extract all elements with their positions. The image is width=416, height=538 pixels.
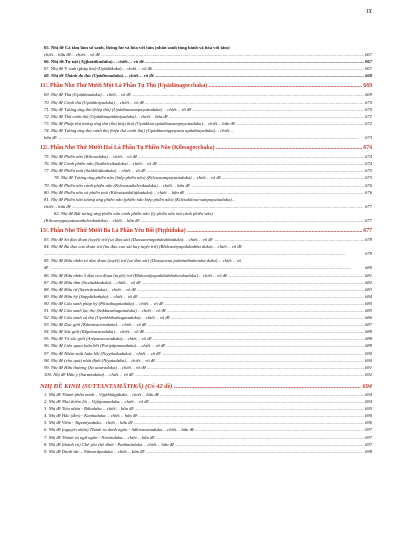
toc-page-number: 672 [365, 120, 372, 126]
toc-entry-title: 71. Nhị đề Tương ưng thủ (hiệp thủ) (Upādānasampayuttaduka)… chiết… vô đề ..... [44, 107, 372, 112]
toc-entry-title: 80. Nhị đề Phiền não và phiền toái (Kilesasaṅkiliṭṭhaduka)… chiết… hữu đề ..... [44, 190, 372, 195]
toc-entry-title: 5. Nhị đề Viêm - Tapanīyaduka… chiết… hữu đề ..... [44, 420, 372, 425]
toc-entry-title: 13/. Phần Nhỏ Thứ Mười Ba Là Phần Yêu Bối (Piṭṭhiduka) ..... [40, 228, 372, 234]
toc-entry-title: 72. Nhị đề Thủ cảnh thủ (Upādānupādāniyaduka)… chiết… hữu đề ..... [44, 114, 372, 119]
toc-entry-title: 99. Nhị đề Hữu thượng (Sa uttaraduka)… chiết… vô đề ..... [44, 365, 372, 370]
toc-page-number: 695 [365, 406, 372, 412]
toc-entry [40, 250, 372, 257]
toc-entry [40, 203, 372, 210]
toc-entry [40, 293, 372, 300]
toc-entry-title: 82. Nhị đề Bất tương ưng phiền não cảnh phiền não (ly phiền não mà cảnh phiền não) [54, 210, 213, 216]
toc-page-number: 674 [363, 145, 372, 152]
toc-page-number: 689 [365, 343, 372, 349]
toc-entry-title: 3. Nhị đề Tiểu nhân - Bāladuka… chiết… hữu đề ..... [44, 406, 372, 411]
toc-entry-title: 12/. Phần Nhỏ Thứ Mười Hai Là Phần Tụ Phiền Não (Kilesagocchaka) ..... [40, 145, 372, 151]
toc-page-number: 680 [365, 265, 372, 271]
toc-page-number: 692 [365, 371, 372, 377]
toc-page-number: 682 [365, 279, 372, 285]
toc-page-number: 668 [365, 73, 372, 79]
toc-entry [40, 307, 372, 314]
toc-entry-title: 92. Nhị đề Câu sanh xả thọ (Upekkhāsahagataduka)… chiết… vô đề ..... [44, 315, 372, 320]
toc-page-number: 676 [365, 182, 372, 188]
toc-entry [40, 72, 372, 79]
toc-page-number: 684 [365, 293, 372, 299]
toc-entry [40, 134, 372, 141]
toc-page-number: 696 [365, 420, 372, 426]
toc-entry-title: 74. Nhị đề Tương ưng thủ cảnh thủ (hiệp thủ cảnh thủ) (Upādānavippayutta upādāniyaduka)… chiết… [44, 127, 234, 133]
toc-entry [40, 448, 372, 455]
toc-entry-title: 86. Nhị đề Hữu nhân 3 đạo cao đoạn (tuyệt) trừ (Bhāvanāyapahātabbahetukaduka)… chiết… vô đề ..... [44, 273, 372, 278]
toc-entry [40, 272, 372, 279]
toc-entry-title: 85. Nhị đề Hữu nhân sơ đạo đoạn (tuyệt) trừ (sơ đạo sát) (Dassanena pahātabbahetuka-duka)… chiết… vô [44, 258, 242, 264]
toc-entry-title: 76. Nhị đề Cảnh phiền não (Saṅkilesikaduka)… chiết… vô đề ..... [44, 161, 372, 166]
toc-entry-title: hữu đề ..... [44, 135, 359, 140]
toc-entry-title: 81. Nhị đề Phiền não tương ưng phiền não (phiền não hiệp phiền não) (Kilesakilesa-sampayuttaduka)… [44, 196, 236, 202]
toc-entry-title: 89. Nhị đề Hữu hỷ (Sappītikaduka)… chiết… vô đề ..... [44, 294, 372, 299]
toc-page-number: 697 [365, 441, 372, 447]
toc-entry-title: 68. Nhị đề Thành do thủ (Upādinnaduka)… chiết… vô đề ..... [44, 73, 372, 78]
toc-entry [40, 300, 372, 307]
toc-entry [40, 426, 372, 433]
toc-page-number: 670 [365, 106, 372, 112]
toc-page-number: 683 [365, 286, 372, 292]
toc-page-number: 694 [362, 382, 372, 390]
toc-entry [40, 51, 372, 58]
toc-entry-title: 66. Nhị đề Tự nội (Ajjhattikaduka)… chiết… vô đề ..... [44, 59, 372, 64]
table-of-contents [40, 44, 372, 455]
toc-entry-title: 79. Nhị đề Phiền não cảnh phiền não (Kilesasaṅkilesikaduka)… chiết… hữu đề ..... [44, 183, 372, 188]
toc-page-number: 681 [365, 272, 372, 278]
toc-entry [40, 44, 372, 51]
toc-entry [40, 58, 372, 65]
toc-entry-title: 97. Nhị đề Nhân xuất luân hồi (Niyyānikaduka)… chiết… vô đề ..... [44, 351, 372, 356]
toc-page-number: 698 [365, 448, 372, 454]
toc-entry [40, 350, 372, 357]
toc-entry [40, 279, 372, 286]
toc-entry [40, 167, 372, 174]
toc-entry [40, 91, 372, 98]
toc-entry [40, 210, 372, 217]
toc-entry [40, 99, 372, 106]
toc-page-number: 678 [365, 237, 372, 243]
toc-page-number: 677 [365, 203, 372, 209]
toc-entry [40, 398, 372, 405]
toc-entry [40, 371, 372, 378]
toc-entry-title: 88. Nhị đề Hữu tứ (Savicāraduka)… chiết… vô đề ..... [44, 287, 372, 292]
toc-page-number: 673 [365, 135, 372, 141]
toc-entry-title: 73. Nhị đề Pháp thủ tương ưng thủ (thủ hiệp thủ) (Upādāna upādānasampayuttaduka)… chiết… hữu đề ..... [44, 121, 372, 126]
toc-entry-title: chiết… hữu đề… chiết… vô đề ..... [44, 52, 372, 57]
toc-entry-title: 93. Nhị đề Dục giới (Kāmāvacaraduka)… chiết… vô đề ..... [44, 322, 372, 327]
toc-page-number: 690 [365, 350, 372, 356]
toc-entry-title: 67. Nhị đề Y sinh (phập thủ) (Upādāduka)… chiết… vô đề ..... [44, 66, 372, 71]
toc-entry [40, 257, 372, 264]
toc-page-number: 675 [365, 175, 372, 181]
page-number: IX [366, 9, 372, 15]
toc-entry [40, 153, 372, 160]
toc-entry-title: 98. Nhị đề (cho quả) nhất định (Niyataduka)… chiết… vô đề ..... [44, 358, 372, 363]
toc-section-heading [40, 82, 372, 91]
toc-page-number: 685 [365, 308, 372, 313]
toc-entry [40, 160, 372, 167]
toc-entry-title: đề ..... [44, 265, 350, 270]
toc-page-number: 690 [365, 357, 372, 363]
toc-page-number: 696 [365, 413, 372, 419]
toc-page-number: 670 [365, 99, 372, 105]
toc-page-number: 686 [365, 315, 372, 321]
toc-entry [40, 217, 372, 224]
toc-entry-title: 77. Nhị đề Phiền toái (Saṅkiliṭṭhaduka)… chiết… vô đề ..... [44, 168, 372, 173]
toc-entry [40, 196, 372, 203]
toc-page-number: 677 [365, 217, 372, 223]
toc-entry [40, 106, 372, 113]
toc-entry [40, 357, 372, 364]
toc-entry [40, 405, 372, 412]
toc-page-number: 688 [365, 329, 372, 335]
toc-page-number: 694 [365, 399, 372, 405]
toc-entry-title: 83. Nhị đề Sơ đạo đoạn (tuyệt) trừ (sơ đạo sát) (Dassanenapahātabbaduka)… chiết… vô đề ..... [44, 237, 372, 242]
toc-page-number: 697 [365, 427, 372, 433]
toc-page-number: 679 [365, 251, 372, 257]
toc-entry-title: 94. Nhị đề Sắc giới (Rūpāvacaraduka)… chiết… vô đề ..... [44, 329, 372, 334]
toc-entry-title: 95. Nhị đề Vô sắc giới (Arūpavacaraduka)… chiết… vô đề ..... [44, 336, 372, 341]
toc-page-number: 674 [365, 161, 372, 167]
toc-entry [40, 264, 372, 271]
toc-page-number: 694 [365, 391, 372, 397]
toc-entry [40, 328, 372, 335]
toc-entry [40, 335, 372, 342]
toc-entry [40, 182, 372, 189]
toc-entry-title: 78. Nhị đề Tương ưng phiền não (hiệp phiền não) (Kilesasampayuttaduka)… chiết… vô đề ..... [54, 175, 372, 180]
toc-section-heading [40, 144, 372, 153]
toc-entry [40, 364, 372, 371]
toc-entry-title [44, 251, 345, 256]
toc-page-number: 691 [365, 364, 372, 370]
toc-entry [40, 236, 372, 243]
toc-entry-title: 100. Nhị đề Hữu y (Saraṇaduka)… chiết… vô đề ..... [44, 372, 372, 377]
toc-entry-title: chiết… hữu đề ..... [44, 204, 372, 209]
toc-entry [40, 391, 372, 398]
toc-entry [40, 189, 372, 196]
toc-entry [40, 321, 372, 328]
toc-entry-title: 75. Nhị đề Phiền não (Kilesaduka)… chiết… vô đề ..... [44, 154, 372, 159]
toc-section-heading [40, 227, 372, 236]
toc-page-number: 687 [365, 322, 372, 328]
toc-page-number: 667 [365, 59, 372, 65]
toc-page-number: 667 [365, 66, 372, 72]
toc-entry-title: NHỊ ĐỀ KINH (SUTTANTAMĀTIKĀ) (Có 42 đề) ..... [40, 383, 372, 390]
toc-entry-title: 2. Nhị đề Như thiểm lôi – Vijjūpamaduka… chiết… vô đề ..... [44, 399, 372, 404]
toc-entry-title: 8. Nhị đề (thành ra) Chế yếu chế định - Paññattiduka… chiết… hữu đề ..... [44, 442, 372, 447]
toc-entry-title: 7. Nhị đề Thành ra ngữ ngôn - Niruttiduka… chiết… hữu đề ..... [44, 435, 372, 440]
toc-entry [40, 65, 372, 72]
toc-entry [40, 127, 372, 134]
toc-entry-title: 84. Nhị đề Ba đạo cao đoạn trừ (ba đạo cao sát hay tuyệt trừ) (Bhāvanāyapahātabba duka)… chiết… vô đề [44, 244, 242, 250]
toc-entry-title: 65. Nhị đề Cả tâm làm sở sanh, thông hư và hòa với tâm (nhân sanh tùng hành và hòa với tâm) [44, 45, 230, 50]
toc-page-number: 674 [365, 154, 372, 160]
toc-section-heading [40, 382, 372, 391]
toc-page-number: 667 [365, 52, 372, 58]
toc-entry [40, 243, 372, 250]
toc-entry-title: 6. Nhị đề (nguyên nhân) Thành ra danh ngôn - Adhivacanaduka… chiết… hữu đề ..... [44, 427, 372, 432]
toc-entry-title: 69. Nhị đề Thủ (Upādānaduka)… chiết… vô đề ..... [44, 92, 372, 97]
toc-entry-title: 87. Nhị đề Hữu tầm (Savitakkaduka)… chiết… vô đề ..... [44, 280, 372, 285]
toc-entry [40, 412, 372, 419]
toc-page-number: 677 [363, 228, 372, 235]
toc-page-number: 676 [365, 189, 372, 195]
toc-entry-title: 91. Nhị đề Câu sanh lạc thọ (Sukhasahagataduka)… chiết… vô đề ..... [44, 308, 372, 313]
toc-page-number: 669 [365, 92, 372, 98]
toc-page-number: 697 [365, 434, 372, 440]
toc-entry-title: 1. Nhị đề Thành phần minh – Vijjābhāgīduka… chiết… hữu đề ..... [44, 392, 372, 397]
toc-entry [40, 419, 372, 426]
toc-entry [40, 314, 372, 321]
toc-entry [40, 342, 372, 349]
toc-entry [40, 113, 372, 120]
toc-entry [40, 434, 372, 441]
toc-page-number: 685 [365, 300, 372, 306]
toc-page-number: 675 [365, 168, 372, 174]
toc-entry-title: 90. Nhị đề Câu sanh pháp hỷ (Pītisahagataduka)… chiết… vô đề ..... [44, 301, 372, 306]
toc-entry-title: 9. Nhị đề Danh sắc – Nāmarūpaduka… chiết… hữu đề ..... [44, 449, 372, 454]
toc-entry [40, 174, 372, 181]
toc-entry [40, 120, 372, 127]
toc-entry-title: 11/. Phần Nhỏ Thứ Mười Một Là Phần Tụ Thủ (Upādānagocchaka) ..... [40, 83, 372, 89]
toc-entry-title: 4. Nhị đề Hắc (đen) - Kaṇhaduka… chiết… hữu đề ..... [44, 413, 372, 418]
toc-entry [40, 286, 372, 293]
toc-entry-title: 70. Nhị đề Cảnh thủ (Upādāniyaduka)… chiết… vô đề ..... [44, 100, 372, 105]
toc-page-number: 671 [365, 113, 372, 119]
toc-entry [40, 441, 372, 448]
toc-entry-title: 96. Nhị đề Liên quan luân hồi (Pariyāpannaduka)… chiết… vô đề ..... [44, 343, 372, 348]
toc-entry-title: (Kilesavippayuttasaṅkilesikaduka)… chiết… hữu đề ..... [44, 218, 372, 223]
toc-page-number: 669 [363, 83, 372, 90]
toc-page-number: 688 [365, 336, 372, 342]
